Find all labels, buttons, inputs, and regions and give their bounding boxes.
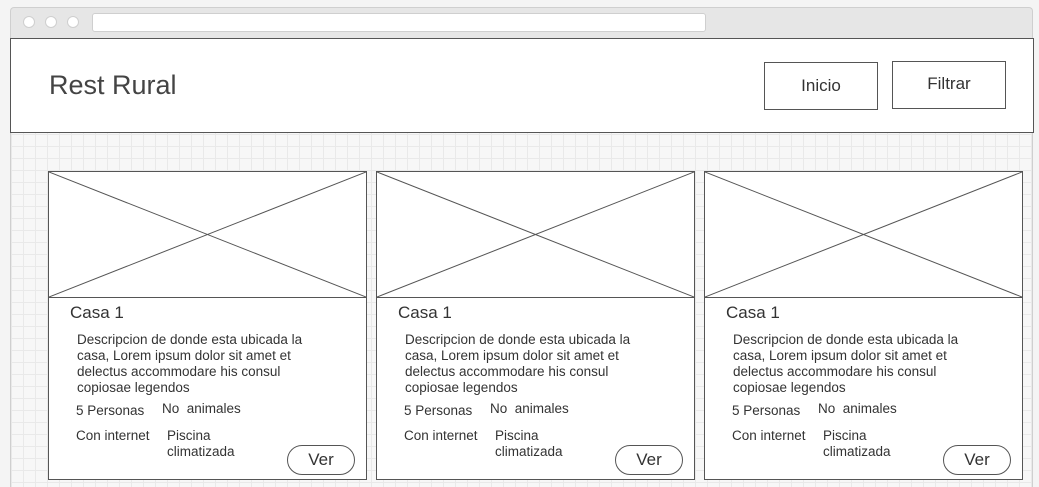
card-description: Descripcion de donde esta ubicada la casa, Lorem ipsum dolor sit amet et delectus accommodare his consul copiosae legendos xyxy=(77,332,303,395)
feature-animales: No animales xyxy=(818,401,897,416)
feature-personas: 5 Personas xyxy=(404,403,473,418)
card-title: Casa 1 xyxy=(398,303,452,322)
inicio-button[interactable]: Inicio xyxy=(764,62,878,110)
feature-internet: Con internet xyxy=(732,428,806,443)
feature-piscina: Piscina climatizada xyxy=(167,428,235,459)
card-title: Casa 1 xyxy=(70,303,124,322)
feature-personas: 5 Personas xyxy=(76,403,145,418)
window-control-dot[interactable] xyxy=(23,16,35,28)
feature-piscina: Piscina climatizada xyxy=(495,428,563,459)
feature-personas: 5 Personas xyxy=(732,403,801,418)
site-title: Rest Rural xyxy=(49,70,177,100)
image-placeholder xyxy=(377,172,694,298)
card-description: Descripcion de donde esta ubicada la casa, Lorem ipsum dolor sit amet et delectus accommodare his consul copiosae legendos xyxy=(733,332,959,395)
card-description: Descripcion de donde esta ubicada la casa, Lorem ipsum dolor sit amet et delectus accommodare his consul copiosae legendos xyxy=(405,332,631,395)
site-header xyxy=(10,38,1034,133)
image-placeholder xyxy=(49,172,366,298)
feature-animales: No animales xyxy=(162,401,241,416)
feature-animales: No animales xyxy=(490,401,569,416)
feature-internet: Con internet xyxy=(76,428,150,443)
ver-button[interactable]: Ver xyxy=(943,445,1011,475)
address-bar[interactable] xyxy=(92,13,706,32)
window-control-dot[interactable] xyxy=(67,16,79,28)
house-card xyxy=(376,171,695,480)
card-title: Casa 1 xyxy=(726,303,780,322)
house-card xyxy=(704,171,1023,480)
house-card xyxy=(48,171,367,480)
window-control-dot[interactable] xyxy=(45,16,57,28)
ver-button[interactable]: Ver xyxy=(287,445,355,475)
feature-internet: Con internet xyxy=(404,428,478,443)
image-placeholder xyxy=(705,172,1022,298)
feature-piscina: Piscina climatizada xyxy=(823,428,891,459)
browser-chrome xyxy=(10,7,1033,39)
filtrar-button[interactable]: Filtrar xyxy=(892,61,1006,109)
ver-button[interactable]: Ver xyxy=(615,445,683,475)
